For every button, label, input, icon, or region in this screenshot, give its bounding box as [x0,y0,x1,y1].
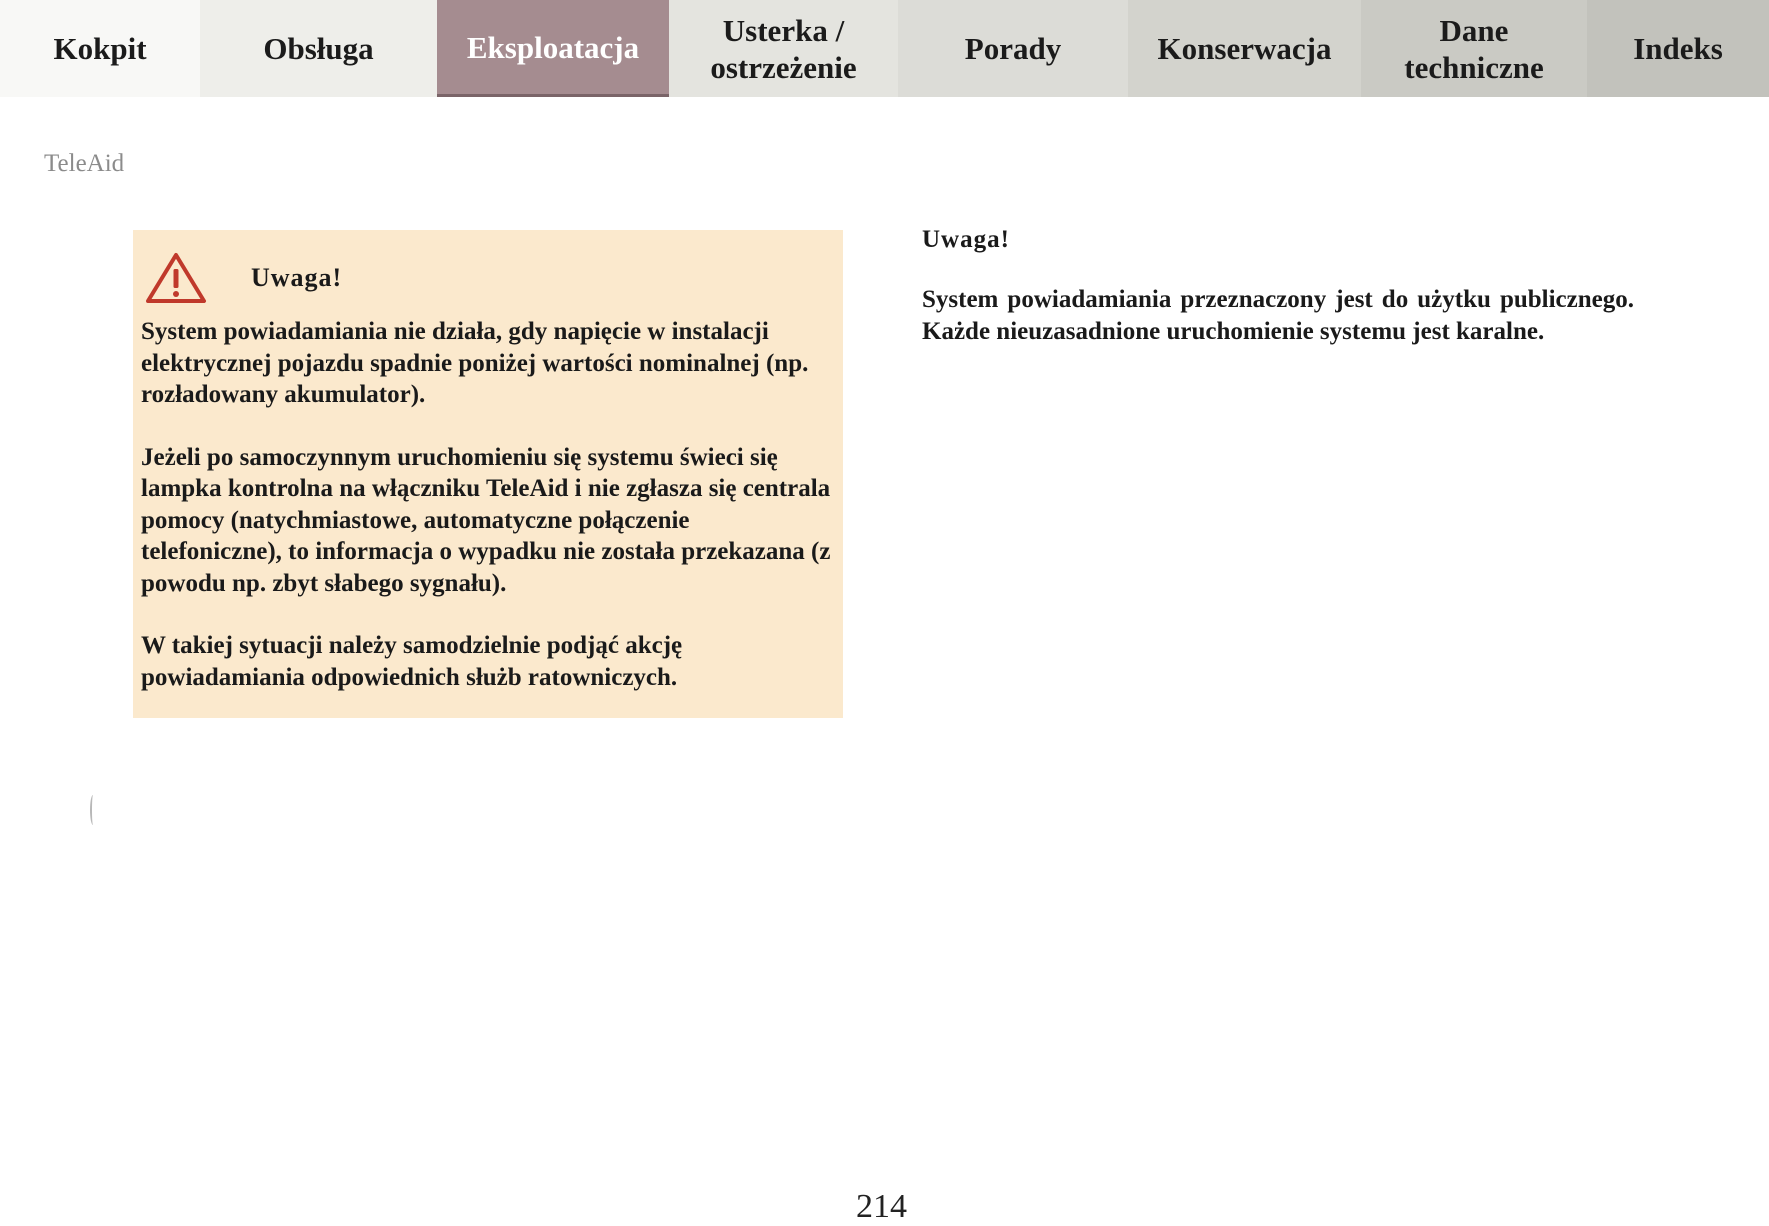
tab-eksploatacja[interactable] [437,0,669,97]
tab-usterka-ostrzezenie[interactable] [669,0,898,97]
warning-triangle-icon [145,252,207,304]
margin-mark [90,795,96,825]
tab-label: Eksploatacja [466,29,640,65]
warning-title: Uwaga! [251,263,343,292]
section-title: TeleAid [44,150,125,177]
warning-box [133,230,843,718]
tab-label: Usterka / ostrzeżenie [710,12,857,85]
tab-label: Porady [964,31,1062,66]
tab-indeks[interactable] [1587,0,1769,97]
note-column [922,226,1634,347]
warning-header [141,250,835,306]
tab-label: Kokpit [53,31,147,66]
tab-dane-techniczne[interactable] [1361,0,1587,97]
tab-label: Dane techniczne [1404,12,1544,85]
note-text: System powiadamiania przeznaczony jest do użytku publicznego. Każde nieuzasadnione uruchomienie systemu jest karalne. [922,286,1634,345]
note-title: Uwaga! [922,226,1010,253]
tab-obsluga[interactable] [200,0,437,97]
tab-porady[interactable] [898,0,1128,97]
warning-paragraph: System powiadamiania nie działa, gdy napięcie w instalacji elektrycznej pojazdu spadnie poniżej wartości nominalnej (np. rozładowany akumulator). [141,318,809,408]
warning-paragraph: W takiej sytuacji należy samodzielnie podjąć akcję powiadamiania odpowiednich służb ratowniczych. [141,632,683,691]
tab-kokpit[interactable] [0,0,200,97]
tab-label: Konserwacja [1157,31,1332,66]
warning-paragraph: Jeżeli po samoczynnym uruchomieniu się systemu świeci się lampka kontrolna na włączniku TeleAid i nie zgłasza się centrala pomocy (natychmiastowe, automatyczne połączenie telefoniczne), to informacja o wypadku nie została przekazana (z powodu np. zbyt słabego sygnału). [141,443,831,597]
tab-label: Indeks [1633,31,1723,66]
page-number: 214 [856,1188,907,1225]
tab-label: Obsługa [263,31,374,66]
chapter-nav [0,0,1769,97]
tab-konserwacja[interactable] [1128,0,1361,97]
